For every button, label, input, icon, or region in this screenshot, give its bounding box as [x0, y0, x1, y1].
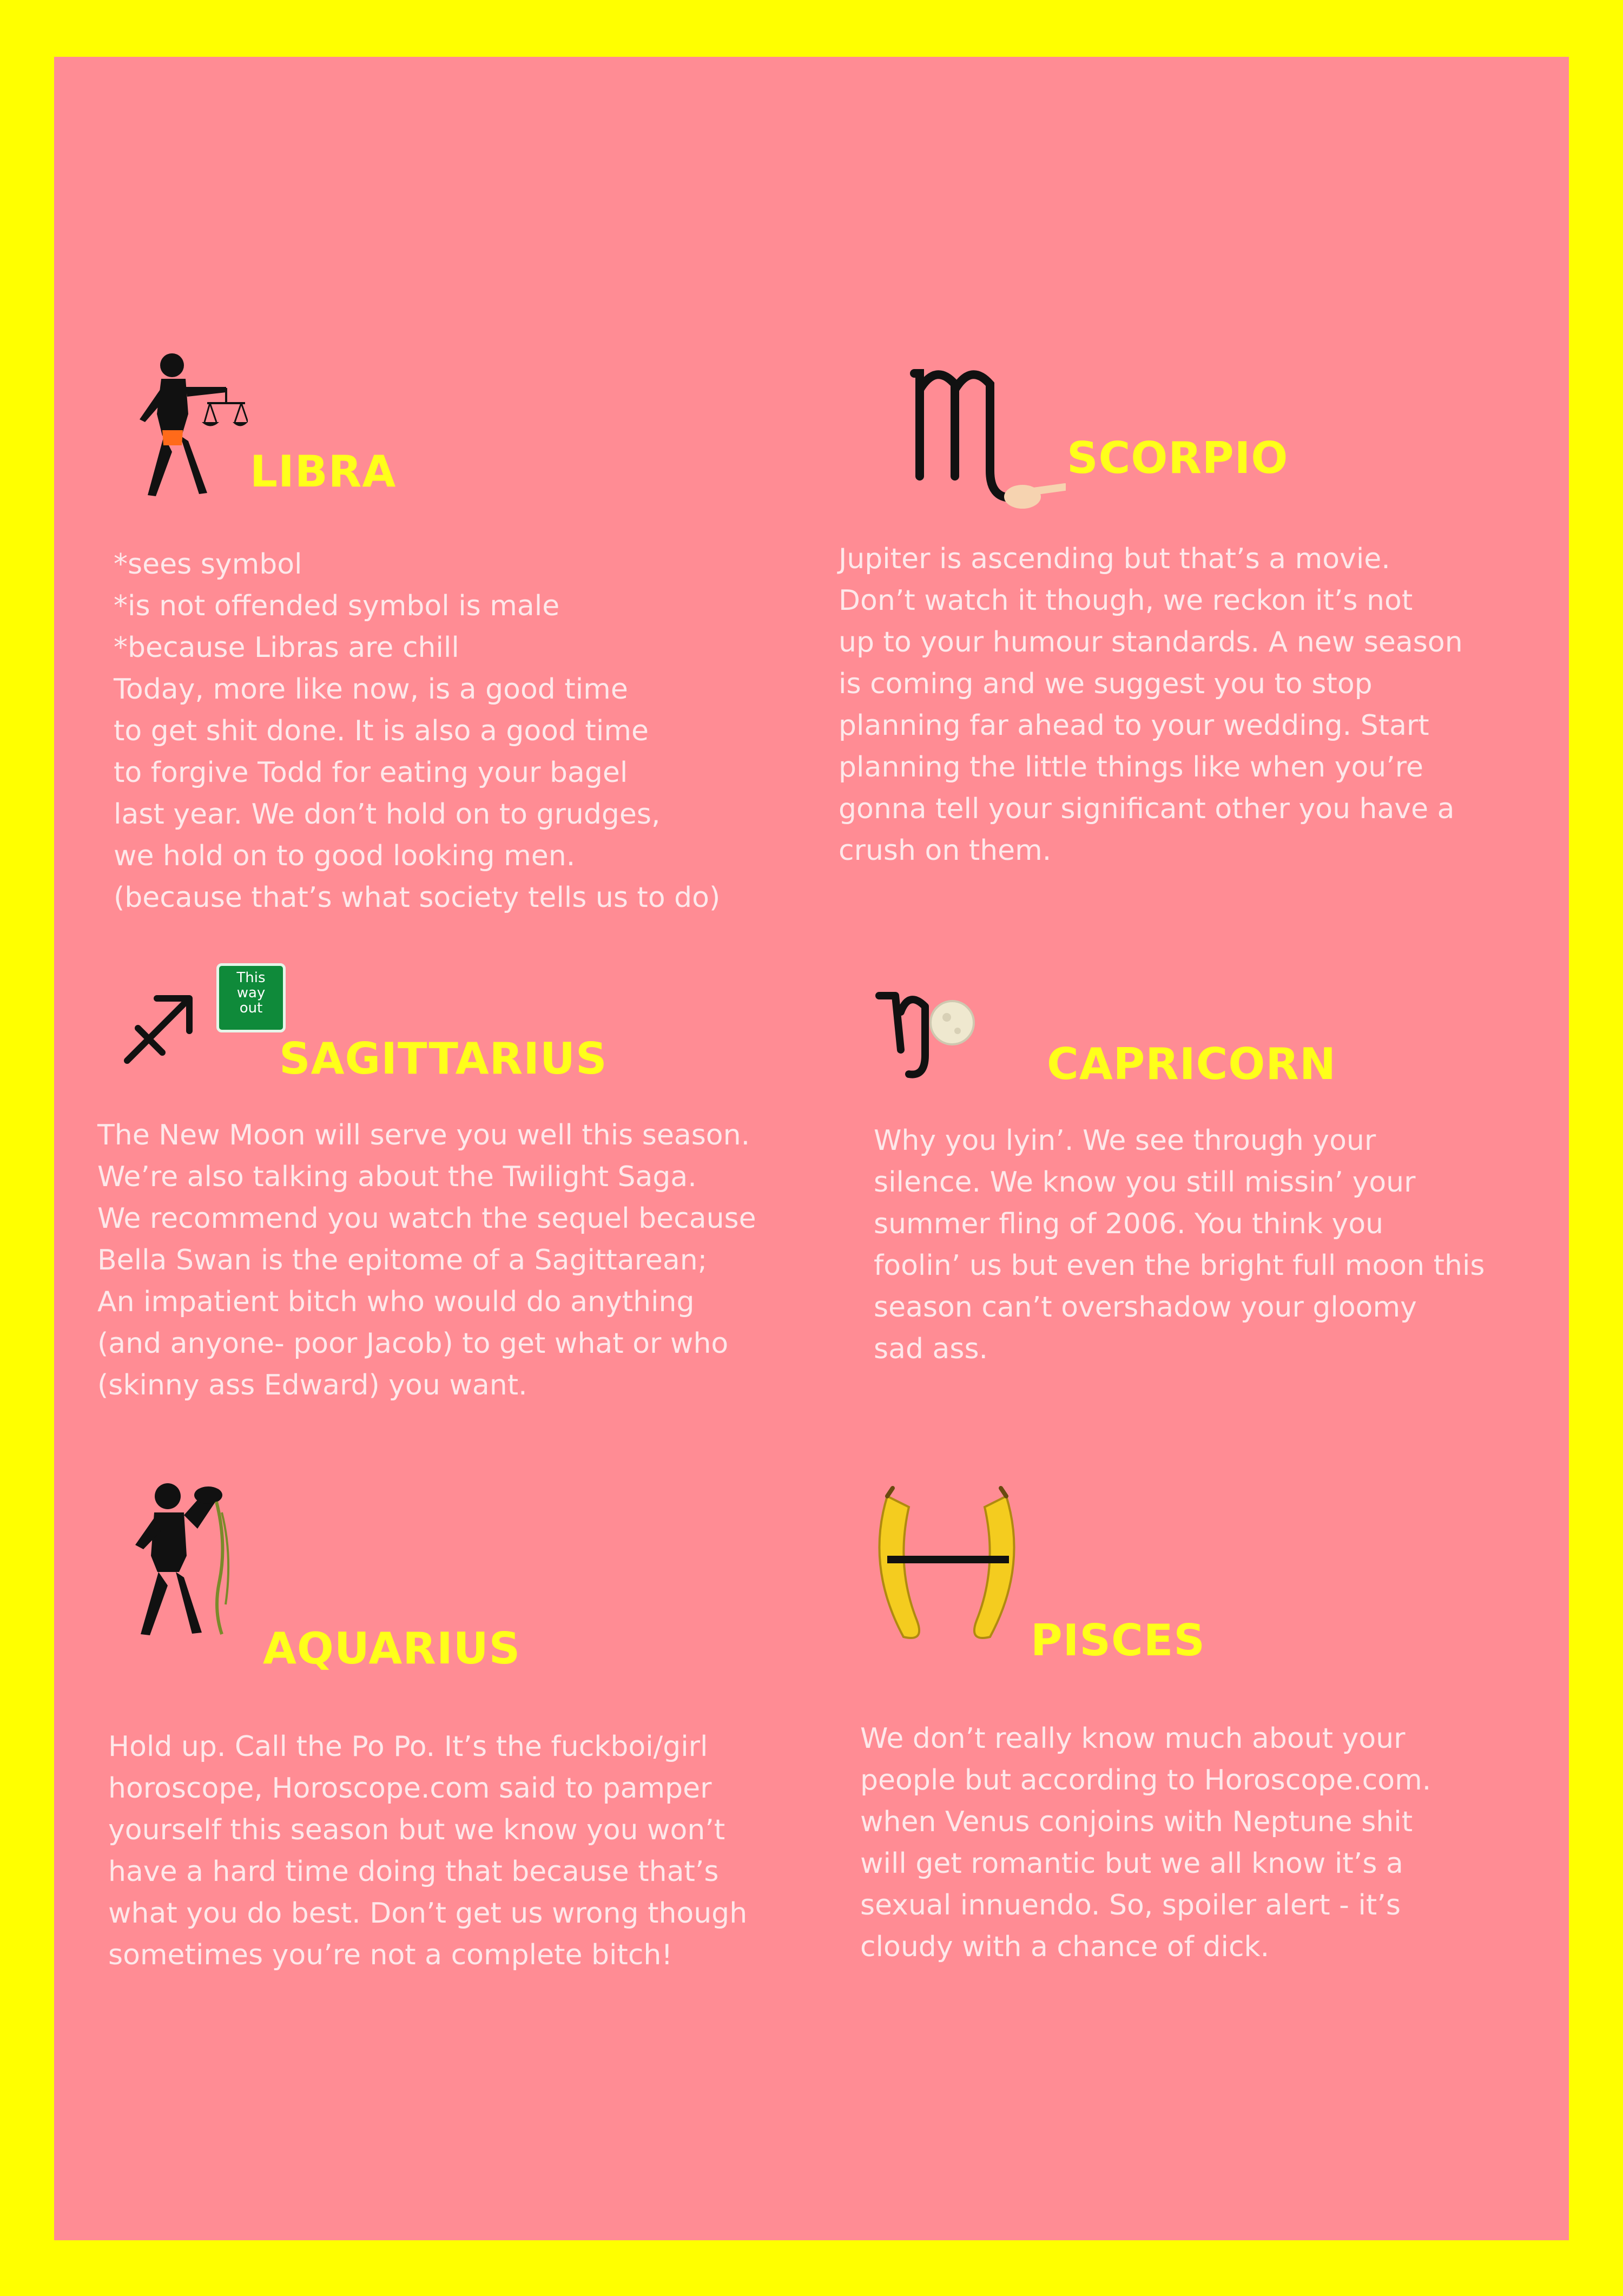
libra-heading: LIBRA [250, 446, 397, 497]
pisces-line: when Venus conjoins with Neptune shit [860, 1806, 1413, 1838]
exit-sign-line: way [236, 985, 266, 1001]
libra-line: Today, more like now, is a good time [114, 673, 628, 706]
scorpio-line: gonna tell your significant other you have a [839, 793, 1455, 825]
libra-line: *because Libras are chill [114, 631, 459, 664]
libra-line: *sees symbol [114, 548, 302, 581]
scorpio-symbol-icon [903, 352, 1066, 525]
pisces-line: We don’t really know much about your [860, 1722, 1406, 1755]
horoscope-panel [54, 57, 1569, 2240]
aquarius-figure-icon [111, 1480, 241, 1637]
libra-line: to get shit done. It is also a good time [114, 715, 649, 747]
pisces-heading: PISCES [1031, 1615, 1205, 1666]
sagittarius-line: Bella Swan is the epitome of a Sagittarean; [97, 1244, 708, 1277]
sagittarius-line: (and anyone- poor Jacob) to get what or who [97, 1327, 729, 1360]
libra-line: (because that’s what society tells us to do) [114, 881, 721, 914]
aquarius-line: sometimes you’re not a complete bitch! [108, 1939, 673, 1971]
aquarius-line: what you do best. Don’t get us wrong though [108, 1897, 748, 1930]
capricorn-line: sad ass. [874, 1333, 988, 1365]
libra-text [114, 544, 720, 919]
sagittarius-line: We recommend you watch the sequel because [97, 1202, 756, 1235]
sagittarius-arrow-icon [119, 988, 200, 1069]
exit-sign-line: out [239, 1000, 263, 1016]
sagittarius-line: An impatient bitch who would do anything [97, 1286, 695, 1318]
capricorn-text [874, 1120, 1485, 1370]
libra-line: we hold on to good looking men. [114, 840, 576, 872]
aquarius-text [108, 1726, 747, 1976]
scorpio-line: crush on them. [839, 834, 1052, 867]
sagittarius-text [97, 1115, 756, 1406]
scorpio-line: Don’t watch it though, we reckon it’s not [839, 584, 1413, 617]
pisces-line: sexual innuendo. So, spoiler alert - it’s [860, 1889, 1401, 1922]
sagittarius-heading: SAGITTARIUS [279, 1034, 608, 1084]
capricorn-line: Why you lyin’. We see through your [874, 1124, 1376, 1157]
aquarius-heading: AQUARIUS [263, 1623, 521, 1674]
scorpio-heading: SCORPIO [1067, 433, 1289, 483]
aquarius-line: have a hard time doing that because that’s [108, 1856, 719, 1888]
libra-line: to forgive Todd for eating your bagel [114, 756, 628, 789]
capricorn-line: summer fling of 2006. You think you [874, 1208, 1384, 1240]
libra-line: *is not offended symbol is male [114, 590, 560, 622]
libra-line: last year. We don’t hold on to grudges, [114, 798, 661, 831]
pisces-line: cloudy with a chance of dick. [860, 1931, 1270, 1963]
sagittarius-line: We’re also talking about the Twilight Saga. [97, 1161, 697, 1193]
scorpio-line: planning far ahead to your wedding. Start [839, 709, 1429, 742]
banana-pisces-icon [866, 1485, 1028, 1648]
capricorn-line: silence. We know you still missin’ your [874, 1166, 1416, 1199]
libra-figure-icon [118, 349, 248, 501]
exit-sign-icon [216, 963, 286, 1032]
scorpio-line: is coming and we suggest you to stop [839, 668, 1373, 700]
capricorn-heading: CAPRICORN [1047, 1039, 1336, 1089]
scorpio-text [839, 538, 1463, 872]
pisces-line: people but according to Horoscope.com. [860, 1764, 1431, 1797]
scorpio-line: planning the little things like when you’re [839, 751, 1424, 784]
aquarius-line: horoscope, Horoscope.com said to pamper [108, 1772, 712, 1805]
scorpio-line: up to your humour standards. A new season [839, 626, 1463, 659]
capricorn-line: season can’t overshadow your gloomy [874, 1291, 1417, 1324]
aquarius-line: Hold up. Call the Po Po. It’s the fuckboi/girl [108, 1731, 708, 1763]
pisces-line: will get romantic but we all know it’s a [860, 1847, 1403, 1880]
sagittarius-line: The New Moon will serve you well this season. [97, 1119, 750, 1152]
capricorn-symbol-icon [871, 985, 985, 1082]
sagittarius-line: (skinny ass Edward) you want. [97, 1369, 527, 1402]
capricorn-line: foolin’ us but even the bright full moon this [874, 1249, 1485, 1282]
aquarius-line: yourself this season but we know you won’t [108, 1814, 725, 1846]
scorpio-line: Jupiter is ascending but that’s a movie. [839, 543, 1390, 575]
exit-sign-line: This [236, 970, 266, 986]
pisces-text [860, 1718, 1431, 1968]
